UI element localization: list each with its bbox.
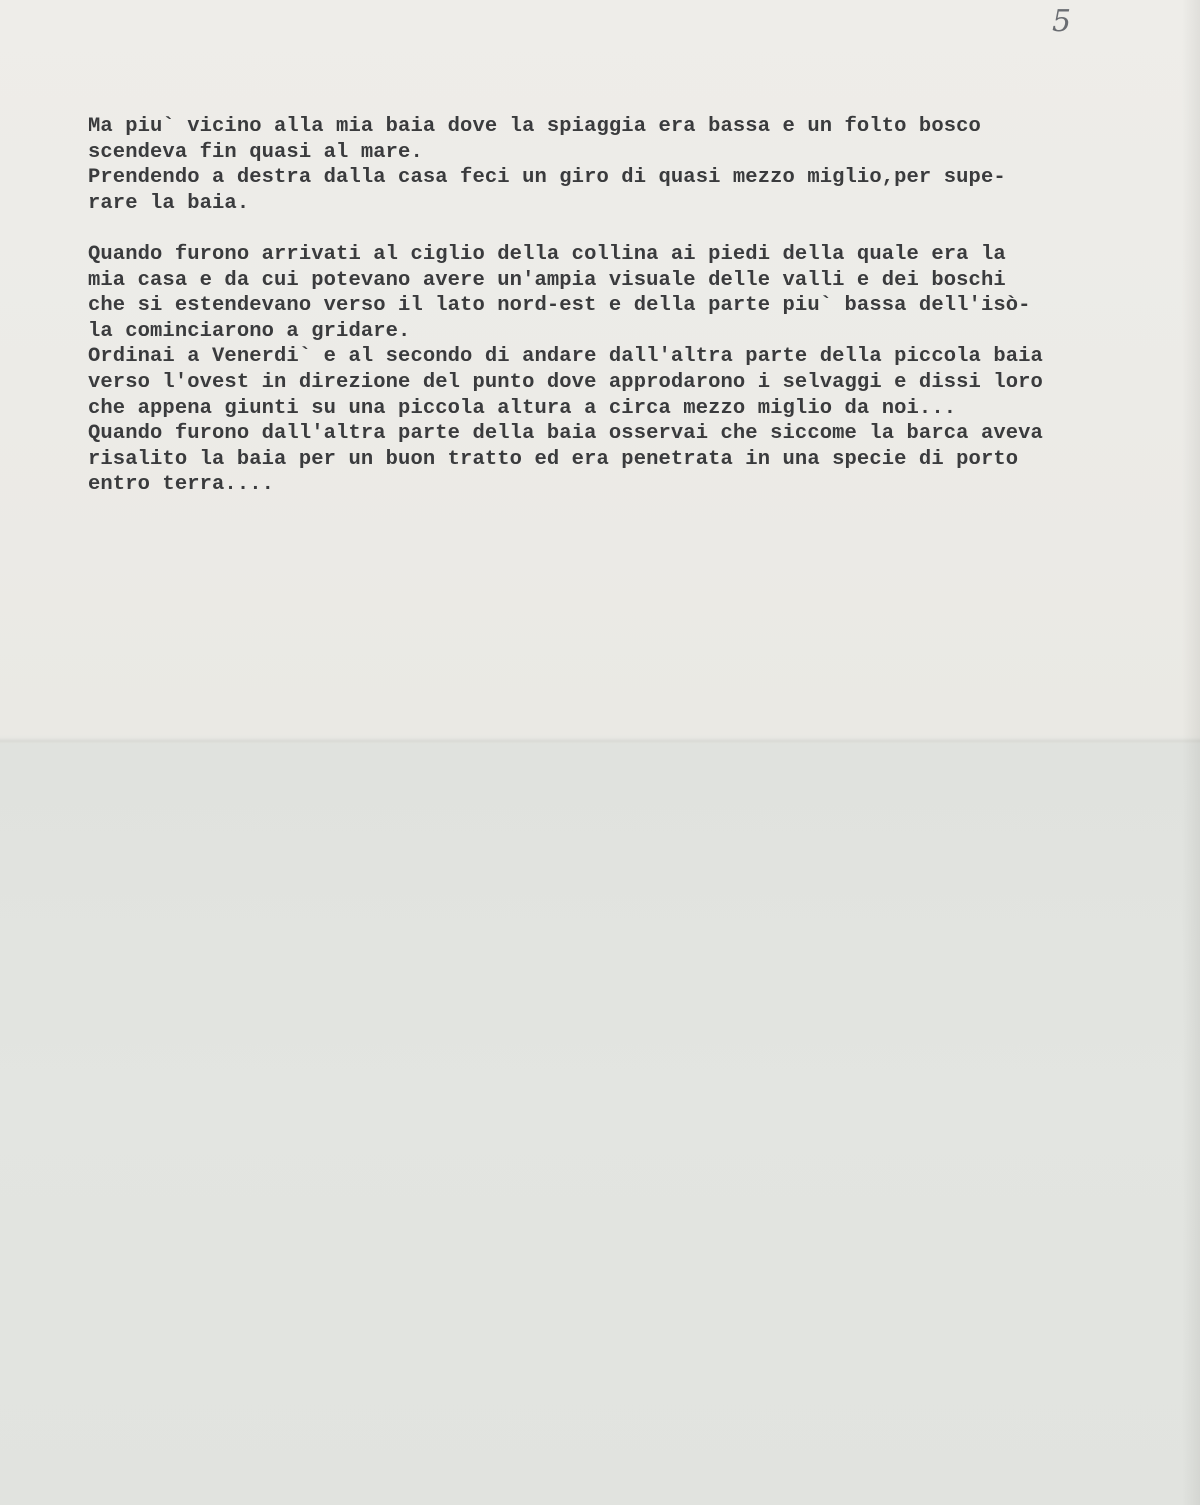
text-line: Prendendo a destra dalla casa feci un giro di quasi mezzo miglio,per supe-: [88, 166, 1006, 190]
text-line: rare la baia.: [88, 191, 250, 215]
typed-text-body: [88, 114, 1148, 498]
text-line: entro terra....: [88, 473, 275, 497]
paragraph-1: [88, 114, 1148, 216]
paragraph-spacer: [88, 216, 1148, 242]
text-line: verso l'ovest in direzione del punto dove approdarono i selvaggi e dissi loro: [88, 370, 1043, 394]
text-line: scendeva fin quasi al mare.: [88, 140, 423, 164]
text-line: Ma piu` vicino alla mia baia dove la spiaggia era bassa e un folto bosco: [88, 115, 981, 138]
text-line: che si estendevano verso il lato nord-est e della parte piu` bassa dell'isò-: [88, 294, 1031, 318]
paragraph-2: [88, 242, 1148, 498]
text-line: Quando furono arrivati al ciglio della collina ai piedi della quale era la: [88, 242, 1006, 266]
text-line: mia casa e da cui potevano avere un'ampia visuale delle valli e dei boschi: [88, 268, 1006, 292]
text-line: che appena giunti su una piccola altura a circa mezzo miglio da noi...: [88, 396, 957, 420]
text-line: Quando furono dall'altra parte della baia osservai che siccome la barca aveva: [88, 422, 1043, 446]
handwritten-page-number: 5: [1052, 4, 1072, 39]
paper-edge-shadow: [1182, 0, 1200, 1505]
text-line: Ordinai a Venerdi` e al secondo di andare dall'altra parte della piccola baia: [88, 345, 1043, 369]
paper-fold-crease: [0, 738, 1200, 744]
text-line: risalito la baia per un buon tratto ed era penetrata in una specie di porto: [88, 447, 1019, 471]
text-line: la cominciarono a gridare.: [88, 319, 411, 343]
